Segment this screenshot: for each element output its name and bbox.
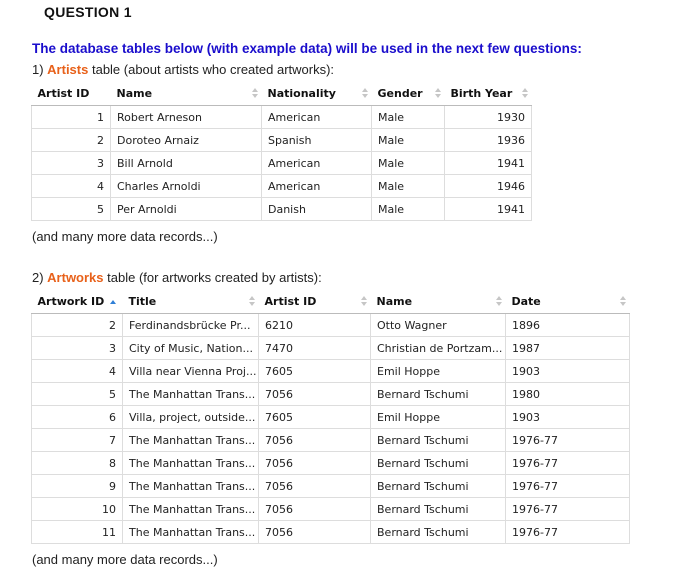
table-cell: 1946 — [445, 175, 532, 198]
table-cell: 7056 — [259, 521, 371, 544]
header-label: Artist ID — [37, 87, 90, 100]
artists-table-caption — [32, 62, 334, 77]
header-label: Birth Year — [450, 87, 513, 100]
table-row — [32, 175, 532, 198]
table-cell: The Manhattan Trans... — [123, 498, 259, 521]
table-cell: Bernard Tschumi — [371, 429, 506, 452]
col-header-title[interactable] — [123, 290, 259, 314]
col-header-birth-year[interactable] — [445, 82, 532, 106]
table-cell: Male — [372, 152, 445, 175]
table-cell: 4 — [32, 175, 111, 198]
more-records-note: (and many more data records...) — [32, 229, 218, 244]
table-row — [32, 383, 630, 406]
sort-icon — [249, 296, 255, 306]
table-cell: Bernard Tschumi — [371, 498, 506, 521]
table-cell: Male — [372, 129, 445, 152]
table-cell: 2 — [32, 129, 111, 152]
table-cell: 1 — [32, 106, 111, 129]
table-cell: 6 — [32, 406, 123, 429]
table-cell: Otto Wagner — [371, 314, 506, 337]
table-cell: Bernard Tschumi — [371, 521, 506, 544]
table-cell: 2 — [32, 314, 123, 337]
table-cell: Doroteo Arnaiz — [111, 129, 262, 152]
sort-icon — [252, 88, 258, 98]
table-cell: Villa near Vienna Proj... — [123, 360, 259, 383]
table-row — [32, 521, 630, 544]
header-label: Title — [128, 295, 157, 308]
sort-icon — [522, 88, 528, 98]
table-cell: Bernard Tschumi — [371, 475, 506, 498]
table-row — [32, 198, 532, 221]
table-cell: The Manhattan Trans... — [123, 521, 259, 544]
col-header-artwork-id[interactable] — [32, 290, 123, 314]
artists-table-name: Artists — [47, 62, 89, 77]
table-cell: The Manhattan Trans... — [123, 475, 259, 498]
caption-prefix: 2) — [32, 270, 48, 285]
artworks-header-row — [32, 290, 630, 314]
table-cell: 1976-77 — [506, 521, 630, 544]
col-header-artist-id[interactable] — [259, 290, 371, 314]
sort-icon — [435, 88, 441, 98]
table-cell: Ferdinandsbrücke Pr... — [123, 314, 259, 337]
table-cell: 10 — [32, 498, 123, 521]
sort-ascending-icon — [110, 300, 116, 304]
table-cell: 1936 — [445, 129, 532, 152]
table-cell: Spanish — [262, 129, 372, 152]
table-row — [32, 314, 630, 337]
table-row — [32, 337, 630, 360]
table-row — [32, 152, 532, 175]
artworks-table-name: Artworks — [47, 270, 104, 285]
question-title: QUESTION 1 — [44, 4, 132, 20]
header-label: Name — [376, 295, 413, 308]
table-cell: 3 — [32, 152, 111, 175]
table-cell: 6210 — [259, 314, 371, 337]
table-cell: 1976-77 — [506, 452, 630, 475]
header-label: Gender — [377, 87, 423, 100]
table-cell: 7056 — [259, 452, 371, 475]
table-cell: 4 — [32, 360, 123, 383]
table-cell: 7605 — [259, 360, 371, 383]
table-cell: 1976-77 — [506, 475, 630, 498]
col-header-gender[interactable] — [372, 82, 445, 106]
table-cell: American — [262, 175, 372, 198]
table-cell: 1903 — [506, 360, 630, 383]
table-cell: 5 — [32, 198, 111, 221]
table-cell: Male — [372, 175, 445, 198]
table-cell: 7056 — [259, 498, 371, 521]
header-label: Artist ID — [264, 295, 317, 308]
table-cell: 1980 — [506, 383, 630, 406]
sort-icon — [361, 296, 367, 306]
table-cell: Bernard Tschumi — [371, 383, 506, 406]
header-label: Nationality — [267, 87, 336, 100]
table-cell: 1941 — [445, 152, 532, 175]
table-cell: 1896 — [506, 314, 630, 337]
table-cell: 7 — [32, 429, 123, 452]
header-label: Artwork ID — [37, 295, 105, 308]
col-header-name[interactable] — [371, 290, 506, 314]
table-row — [32, 498, 630, 521]
table-cell: Bernard Tschumi — [371, 452, 506, 475]
table-cell: 1930 — [445, 106, 532, 129]
more-records-note: (and many more data records...) — [32, 552, 218, 567]
col-header-nationality[interactable] — [262, 82, 372, 106]
table-row — [32, 452, 630, 475]
table-cell: Emil Hoppe — [371, 360, 506, 383]
table-cell: Villa, project, outside... — [123, 406, 259, 429]
table-row — [32, 106, 532, 129]
caption-suffix: table (for artworks created by artists): — [103, 270, 322, 285]
table-cell: 7056 — [259, 383, 371, 406]
table-cell: 11 — [32, 521, 123, 544]
table-cell: The Manhattan Trans... — [123, 383, 259, 406]
table-cell: Robert Arneson — [111, 106, 262, 129]
table-cell: 7056 — [259, 429, 371, 452]
sort-icon — [362, 88, 368, 98]
table-cell: The Manhattan Trans... — [123, 452, 259, 475]
caption-prefix: 1) — [32, 62, 48, 77]
artists-table — [31, 82, 532, 221]
sort-icon — [496, 296, 502, 306]
table-cell: 7470 — [259, 337, 371, 360]
caption-suffix: table (about artists who created artworks): — [88, 62, 335, 77]
artworks-table — [31, 290, 630, 544]
table-cell: Male — [372, 106, 445, 129]
table-cell: Male — [372, 198, 445, 221]
table-cell: Charles Arnoldi — [111, 175, 262, 198]
table-cell: The Manhattan Trans... — [123, 429, 259, 452]
table-cell: 7056 — [259, 475, 371, 498]
table-cell: 1941 — [445, 198, 532, 221]
artists-header-row — [32, 82, 532, 106]
table-row — [32, 360, 630, 383]
artworks-table-caption — [32, 270, 322, 285]
table-cell: City of Music, Nation... — [123, 337, 259, 360]
sort-icon — [620, 296, 626, 306]
table-cell: Per Arnoldi — [111, 198, 262, 221]
table-cell: 8 — [32, 452, 123, 475]
intro-text: The database tables below (with example data) will be used in the next few questions: — [32, 41, 582, 56]
table-cell: Danish — [262, 198, 372, 221]
table-cell: 9 — [32, 475, 123, 498]
table-cell: 5 — [32, 383, 123, 406]
table-row — [32, 129, 532, 152]
table-cell: 1903 — [506, 406, 630, 429]
col-header-name[interactable] — [111, 82, 262, 106]
table-cell: Emil Hoppe — [371, 406, 506, 429]
table-cell: American — [262, 106, 372, 129]
col-header-date[interactable] — [506, 290, 630, 314]
table-cell: 1987 — [506, 337, 630, 360]
table-cell: 1976-77 — [506, 498, 630, 521]
header-label: Date — [511, 295, 541, 308]
table-row — [32, 475, 630, 498]
table-cell: Bill Arnold — [111, 152, 262, 175]
header-label: Name — [116, 87, 153, 100]
col-header-artist-id[interactable] — [32, 82, 111, 106]
table-row — [32, 429, 630, 452]
table-cell: 3 — [32, 337, 123, 360]
table-cell: American — [262, 152, 372, 175]
table-cell: Christian de Portzam... — [371, 337, 506, 360]
table-row — [32, 406, 630, 429]
table-cell: 7605 — [259, 406, 371, 429]
table-cell: 1976-77 — [506, 429, 630, 452]
